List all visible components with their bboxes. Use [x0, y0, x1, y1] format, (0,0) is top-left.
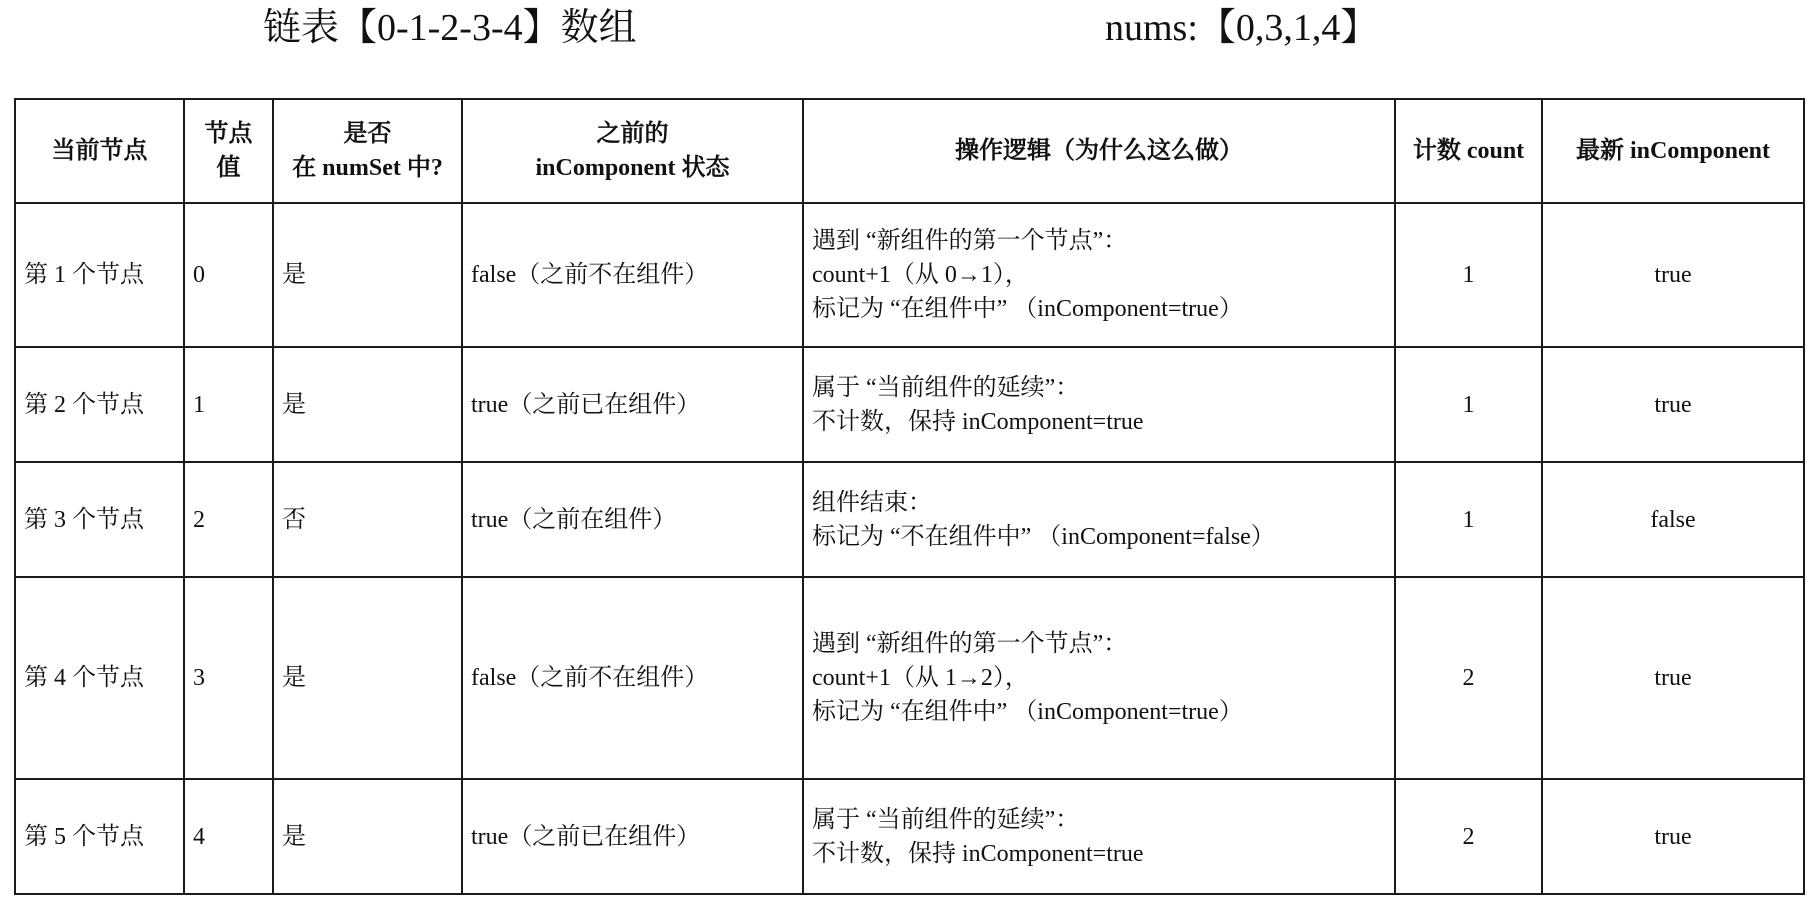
cell-latest: true — [1542, 779, 1804, 894]
table-row — [15, 203, 1804, 347]
cell-node: 第 4 个节点 — [15, 577, 184, 779]
title-linked-list: 链表【0-1-2-3-4】数组 — [263, 7, 637, 49]
header-row — [15, 99, 1804, 203]
cell-count: 1 — [1395, 347, 1542, 462]
table-row — [15, 347, 1804, 462]
table-row — [15, 577, 1804, 779]
trace-table — [14, 98, 1805, 895]
cell-count: 2 — [1395, 779, 1542, 894]
cell-in-set: 是 — [273, 203, 462, 347]
table-row — [15, 462, 1804, 577]
cell-latest: true — [1542, 577, 1804, 779]
cell-count: 2 — [1395, 577, 1542, 779]
cell-logic: 属于 “当前组件的延续”： 不计数，保持 inComponent=true — [803, 779, 1395, 894]
cell-in-set: 是 — [273, 347, 462, 462]
cell-value: 1 — [184, 347, 273, 462]
header-latest-incomponent: 最新 inComponent — [1542, 99, 1804, 203]
cell-value: 0 — [184, 203, 273, 347]
title-nums-array: nums:【0,3,1,4】 — [1105, 7, 1379, 49]
cell-in-set: 否 — [273, 462, 462, 577]
cell-value: 4 — [184, 779, 273, 894]
header-logic: 操作逻辑（为什么这么做） — [803, 99, 1395, 203]
cell-logic: 遇到 “新组件的第一个节点”： count+1（从 1→2）， 标记为 “在组件中” （inComponent=true） — [803, 577, 1395, 779]
cell-value: 3 — [184, 577, 273, 779]
cell-prev-state: true（之前在组件） — [462, 462, 803, 577]
cell-node: 第 2 个节点 — [15, 347, 184, 462]
cell-value: 2 — [184, 462, 273, 577]
cell-prev-state: false（之前不在组件） — [462, 577, 803, 779]
cell-prev-state: true（之前已在组件） — [462, 347, 803, 462]
header-prev-state: 之前的 inComponent 状态 — [462, 99, 803, 203]
table-row — [15, 779, 1804, 894]
header-current-node: 当前节点 — [15, 99, 184, 203]
cell-node: 第 3 个节点 — [15, 462, 184, 577]
header-count: 计数 count — [1395, 99, 1542, 203]
cell-count: 1 — [1395, 462, 1542, 577]
cell-prev-state: true（之前已在组件） — [462, 779, 803, 894]
cell-latest: true — [1542, 203, 1804, 347]
cell-logic: 组件结束： 标记为 “不在组件中” （inComponent=false） — [803, 462, 1395, 577]
cell-logic: 属于 “当前组件的延续”： 不计数，保持 inComponent=true — [803, 347, 1395, 462]
cell-count: 1 — [1395, 203, 1542, 347]
cell-prev-state: false（之前不在组件） — [462, 203, 803, 347]
cell-in-set: 是 — [273, 577, 462, 779]
header-in-numset: 是否 在 numSet 中? — [273, 99, 462, 203]
cell-in-set: 是 — [273, 779, 462, 894]
cell-node: 第 5 个节点 — [15, 779, 184, 894]
header-node-value: 节点 值 — [184, 99, 273, 203]
cell-logic: 遇到 “新组件的第一个节点”： count+1（从 0→1）， 标记为 “在组件中” （inComponent=true） — [803, 203, 1395, 347]
cell-node: 第 1 个节点 — [15, 203, 184, 347]
cell-latest: false — [1542, 462, 1804, 577]
cell-latest: true — [1542, 347, 1804, 462]
